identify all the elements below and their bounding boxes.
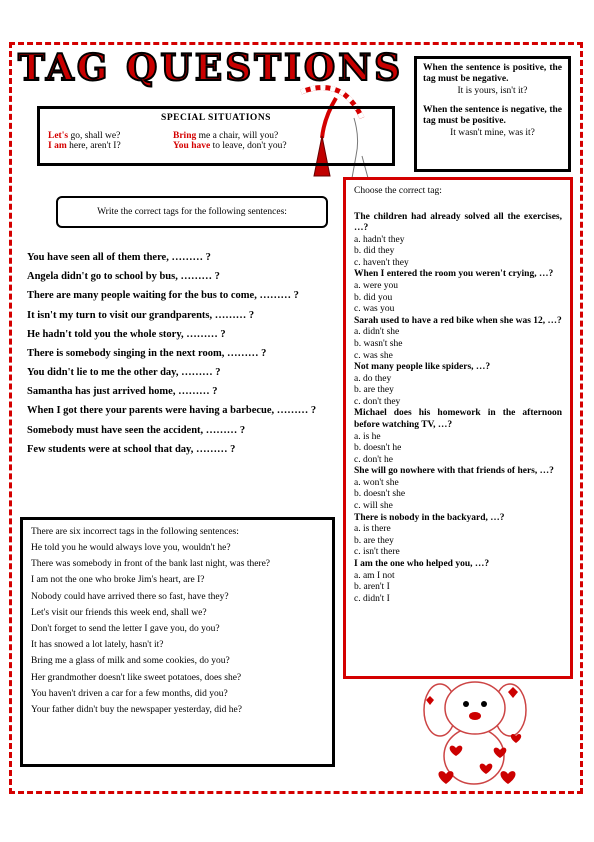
exercise-sentence: Samantha has just arrived home, ……… ? [27,386,218,398]
choose-option[interactable]: c. will she [354,501,393,512]
choose-option[interactable]: a. hadn't they [354,234,405,245]
choose-question: Sarah used to have a red bike when she was 12, …? [354,315,562,326]
choose-option[interactable]: a. do they [354,373,392,384]
rule-negative: When the sentence is negative, the tag must be positive. [423,104,562,126]
choose-question: I am the one who helped you, …? [354,558,490,569]
incorrect-sentence: Your father didn't buy the newspaper yesterday, did he? [31,704,242,715]
exercise-sentence: You have seen all of them there, ……… ? [27,252,211,263]
exercise-sentence: Angela didn't go to school by bus, ……… ? [27,271,220,283]
choose-option[interactable]: b. did you [354,292,393,303]
incorrect-sentence: It has snowed a lot lately, hasn't it? [31,640,164,651]
choose-option[interactable]: b. aren't I [354,582,390,593]
exercise-sentence: There is somebody singing in the next room, ……… ? [27,347,267,359]
special-key: I am [48,141,67,151]
choose-option[interactable]: b. doesn't she [354,489,406,500]
choose-option[interactable]: a. is there [354,524,391,535]
exercise-sentence: Somebody must have seen the accident, ……… ? [27,424,246,436]
choose-option[interactable]: b. are they [354,385,394,396]
special-key: Let's [48,131,69,141]
exercise-sentence: You didn't lie to me the other day, ……… ? [27,367,221,379]
choose-question: Michael does his homework in the afternoon before watching TV, …? [354,408,562,430]
rule-positive-example: It is yours, isn't it? [457,85,528,96]
incorrect-sentence: Nobody could have arrived there so fast, have they? [31,591,229,602]
choose-option[interactable]: c. don't he [354,454,393,465]
choose-option[interactable]: a. won't she [354,477,399,488]
special-key: Bring [173,131,197,141]
choose-option[interactable]: a. didn't she [354,327,400,338]
special-text: here, aren't I? [66,141,121,151]
exercise-1-list [27,251,329,462]
instruction-box: Write the correct tags for the following sentences: [56,196,328,228]
rule-positive: When the sentence is positive, the tag must be negative. [423,63,562,84]
incorrect-sentence: You haven't driven a car for a few months, did you? [31,688,228,699]
special-heading: SPECIAL SITUATIONS [161,113,271,123]
choose-option[interactable]: a. is he [354,431,381,442]
choose-option[interactable]: c. was she [354,350,393,361]
choose-option[interactable]: c. don't they [354,396,401,407]
special-key: You have [173,141,211,151]
special-situations-box [37,106,395,166]
choose-option[interactable]: b. doesn't he [354,443,402,454]
incorrect-sentence: Bring me a glass of milk and some cookies, do you? [31,656,230,667]
choose-option[interactable]: c. haven't they [354,257,409,268]
choose-question: The children had already solved all the exercises, …? [354,211,562,234]
choose-option[interactable]: b. are they [354,535,394,546]
exercise-sentence: It isn't my turn to visit our grandparents, ……… ? [27,309,255,321]
puppy-with-hearts-icon [416,670,534,792]
rule-negative-example: It wasn't mine, was it? [450,127,535,138]
choose-option[interactable]: a. am I not [354,570,395,581]
choose-question: When I entered the room you weren't crying, …? [354,269,554,280]
exercise-sentence: Few students were at school that day, ……… ? [27,443,236,455]
incorrect-sentence: I am not the one who broke Jim's heart, are I? [31,575,205,586]
incorrect-sentence: Don't forget to send the letter I gave you, do you? [31,623,220,634]
exercise-sentence: He hadn't told you the whole story, ……… ? [27,328,226,340]
exercise-sentence: There are many people waiting for the bus to come, ……… ? [27,290,299,302]
choose-question: Not many people like spiders, …? [354,362,491,373]
choose-option[interactable]: c. was you [354,304,395,315]
choose-question: She will go nowhere with that friends of hers, …? [354,466,554,477]
incorrect-sentence: He told you he would always love you, wouldn't he? [31,543,231,553]
choose-option[interactable]: a. were you [354,281,399,292]
choose-option[interactable]: b. wasn't she [354,338,403,349]
rule-box [414,56,571,172]
choose-tag-box [343,177,573,679]
exercise-sentence: When I got there your parents were having a barbecue, ……… ? [27,405,317,417]
incorrect-sentence: Let's visit our friends this week end, shall we? [31,607,207,618]
choose-option[interactable]: c. isn't there [354,547,400,558]
incorrect-lead: There are six incorrect tags in the following sentences: [31,527,239,537]
choose-option[interactable]: b. did they [354,246,395,257]
special-text: to leave, don't you? [210,141,287,151]
choose-option[interactable]: c. didn't I [354,593,390,604]
special-text: me a chair, will you? [196,131,279,141]
special-text: go, shall we? [68,131,121,141]
choose-lead: Choose the correct tag: [354,186,442,196]
choose-question-list [354,212,562,606]
incorrect-sentence: There was somebody in front of the bank last night, was there? [31,559,271,570]
page-title: TAG QUESTIONS [18,47,404,89]
incorrect-sentence: Her grandmother doesn't like sweet potatoes, does she? [31,672,242,683]
incorrect-tags-box [20,517,335,767]
choose-question: There is nobody in the backyard, …? [354,512,505,523]
